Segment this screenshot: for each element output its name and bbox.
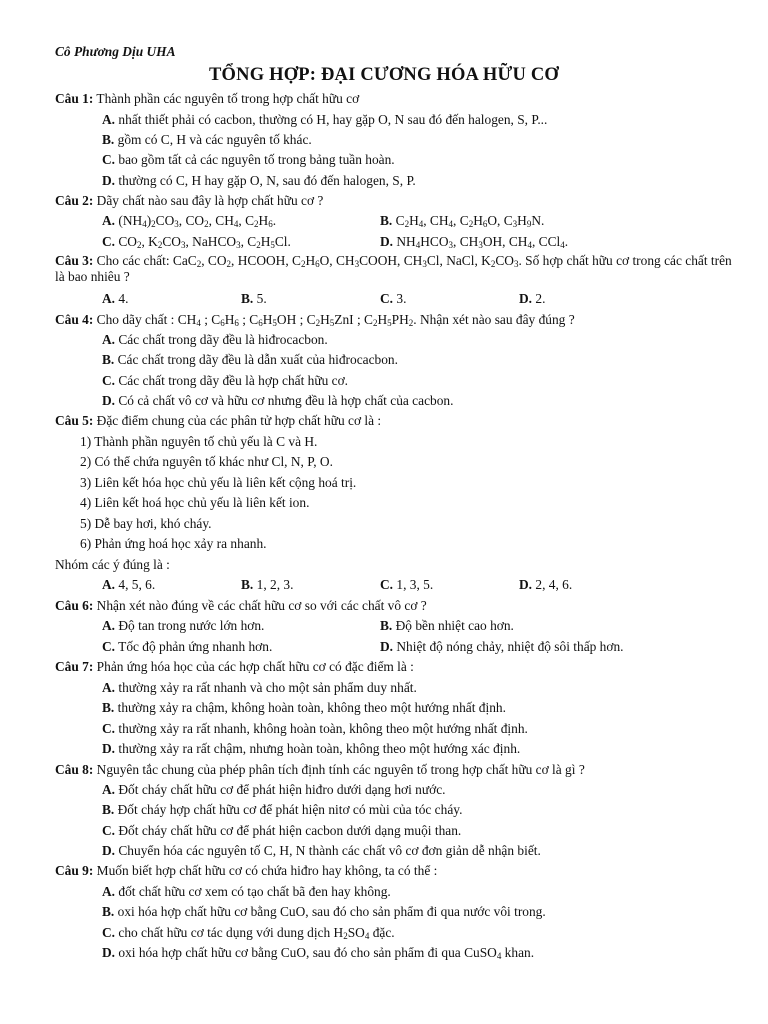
answer-2d xyxy=(380,235,568,248)
answer-1b xyxy=(102,133,312,146)
answer-3b xyxy=(241,292,267,305)
answer-3c xyxy=(380,292,406,305)
answer-7a xyxy=(102,681,417,694)
answer-4a xyxy=(102,333,328,346)
answer-5c xyxy=(380,578,433,591)
answer-3a xyxy=(102,292,128,305)
question-6 xyxy=(55,599,427,612)
statement-2: 2) Có thể chứa nguyên tố khác như Cl, N, P, O. xyxy=(80,454,333,469)
question-7 xyxy=(55,660,414,673)
answer-4c xyxy=(102,374,348,387)
answer-6a xyxy=(102,619,264,632)
answer-row xyxy=(0,640,768,656)
answer-1d xyxy=(102,174,416,187)
answer-text: Nhiệt độ nóng chảy, nhiệt độ sôi thấp hơn. xyxy=(393,639,624,654)
answer-text: $(NH_4)_2CO_3$, $CO_2$, $CH_4$, $C_2H_6$. xyxy=(115,213,277,229)
question-number: Câu 7: xyxy=(55,659,94,674)
answer-7c xyxy=(102,722,528,735)
answer-5a xyxy=(102,578,155,591)
statement-1: 1) Thành phần nguyên tố chủ yếu là C và H. xyxy=(80,434,318,449)
answer-2c xyxy=(102,235,291,248)
answer-letter: B. xyxy=(102,802,115,817)
answer-letter: B. xyxy=(102,132,115,147)
answer-text: thường có C, H hay gặp O, N, sau đó đến halogen, S, P. xyxy=(115,173,416,188)
answer-letter: C. xyxy=(102,373,116,388)
answer-letter: B. xyxy=(380,618,393,633)
answer-letter: D. xyxy=(102,173,116,188)
answer-text: $CO_2$, $K_2CO_3$, NaHCO$_3$, $C_2H_5Cl$. xyxy=(115,234,291,250)
answer-letter: C. xyxy=(102,152,116,167)
answer-letter: A. xyxy=(102,884,116,899)
answer-letter: C. xyxy=(380,577,394,592)
answer-letter: B. xyxy=(380,213,393,228)
answer-letter: D. xyxy=(102,945,116,960)
statement-3: 3) Liên kết hóa học chủ yếu là liên kết cộng hoá trị. xyxy=(80,475,357,490)
answer-7d xyxy=(102,742,520,755)
answer-9c xyxy=(102,926,395,939)
answer-letter: D. xyxy=(519,577,533,592)
question-2 xyxy=(55,194,323,207)
answer-9a xyxy=(102,885,391,898)
answer-letter: A. xyxy=(102,618,116,633)
question-text: Đặc điểm chung của các phân tử hợp chất hữu cơ là : xyxy=(93,413,382,428)
answer-letter: C. xyxy=(102,925,116,940)
answer-letter: A. xyxy=(102,680,116,695)
question-text: Nhận xét nào đúng về các chất hữu cơ so với các chất vô cơ ? xyxy=(93,598,427,613)
answer-text: 3. xyxy=(393,291,407,306)
answer-5d xyxy=(519,578,572,591)
answer-row xyxy=(0,214,768,230)
question-5 xyxy=(55,414,381,427)
question-text: Cho các chất: CaC$_2$, $CO_2$, HCOOH, $C_2H_6O$, $CH_3COOH$, $CH_3Cl$, NaCl, $K_2CO_3$. Số hợp chất hữu cơ trong các chất trên là bao nhiêu ? xyxy=(55,253,732,284)
answer-letter: D. xyxy=(102,393,116,408)
answer-text: Đốt cháy chất hữu cơ để phát hiện cacbon dưới dạng muội than. xyxy=(115,823,462,838)
question-number: Câu 1: xyxy=(55,91,94,106)
answer-text: Đốt cháy hợp chất hữu cơ để phát hiện nitơ có mùi của tóc cháy. xyxy=(114,802,463,817)
answer-2b xyxy=(380,214,544,227)
statement-5: 5) Dễ bay hơi, khó cháy. xyxy=(80,516,212,531)
question-9 xyxy=(55,864,437,877)
question-number: Câu 2: xyxy=(55,193,94,208)
answer-letter: A. xyxy=(102,213,116,228)
answer-1a xyxy=(102,113,547,126)
answer-text: 4, 5, 6. xyxy=(115,577,156,592)
answer-letter: B. xyxy=(102,352,115,367)
page-title: TỔNG HỢP: ĐẠI CƯƠNG HÓA HỮU CƠ xyxy=(209,65,559,85)
author-name: Cô Phương Dịu UHA xyxy=(55,44,176,59)
answer-text: Các chất trong dãy đều là hiđrocacbon. xyxy=(115,332,328,347)
answer-letter: B. xyxy=(102,904,115,919)
answer-letter: C. xyxy=(102,823,116,838)
question-text: Thành phần các nguyên tố trong hợp chất hữu cơ xyxy=(93,91,360,106)
answer-letter: D. xyxy=(519,291,533,306)
answer-letter: A. xyxy=(102,291,116,306)
answer-text: thường xảy ra rất chậm, nhưng hoàn toàn, không theo một hướng xác định. xyxy=(115,741,521,756)
question-number: Câu 5: xyxy=(55,413,94,428)
answer-6c xyxy=(102,640,272,653)
answer-letter: B. xyxy=(241,291,254,306)
answer-text: Độ tan trong nước lớn hơn. xyxy=(115,618,265,633)
answer-text: $NH_4HCO_3$, $CH_3OH$, $CH_4$, CCl$_4$. xyxy=(393,234,569,250)
answer-6d xyxy=(380,640,624,653)
answer-text: Chuyển hóa các nguyên tố C, H, N thành các chất vô cơ đơn giản dễ nhận biết. xyxy=(115,843,541,858)
answer-letter: C. xyxy=(102,234,116,249)
answer-text: nhất thiết phải có cacbon, thường có H, hay gặp O, N sau đó đến halogen, S, P... xyxy=(115,112,548,127)
answer-text: gồm có C, H và các nguyên tố khác. xyxy=(114,132,312,147)
answer-letter: A. xyxy=(102,112,116,127)
group-label: Nhóm các ý đúng là : xyxy=(55,557,170,572)
question-text: Nguyên tắc chung của phép phân tích định tính các nguyên tố trong hợp chất hữu cơ là gì ? xyxy=(93,762,585,777)
question-number: Câu 6: xyxy=(55,598,94,613)
question-3 xyxy=(55,253,735,285)
answer-4d xyxy=(102,394,453,407)
question-number: Câu 3: xyxy=(55,253,94,268)
answer-text: cho chất hữu cơ tác dụng với dung dịch $H_2SO_4$ đặc. xyxy=(115,925,395,941)
answer-letter: D. xyxy=(380,234,394,249)
answer-text: 2, 4, 6. xyxy=(532,577,573,592)
answer-row xyxy=(0,619,768,635)
answer-letter: B. xyxy=(241,577,254,592)
answer-text: Đốt cháy chất hữu cơ để phát hiện hiđro dưới dạng hơi nước. xyxy=(115,782,446,797)
answer-7b xyxy=(102,701,506,714)
question-number: Câu 4: xyxy=(55,312,94,327)
answer-text: Các chất trong dãy đều là hợp chất hữu cơ. xyxy=(115,373,349,388)
answer-letter: A. xyxy=(102,577,116,592)
answer-text: Tốc độ phản ứng nhanh hơn. xyxy=(115,639,273,654)
question-text: Phản ứng hóa học của các hợp chất hữu cơ có đặc điểm là : xyxy=(93,659,414,674)
answer-8d xyxy=(102,844,541,857)
answer-text: thường xảy ra rất nhanh và cho một sản phẩm duy nhất. xyxy=(115,680,417,695)
answer-letter: B. xyxy=(102,700,115,715)
answer-1c xyxy=(102,153,395,166)
question-text: Cho dãy chất : $CH_4$ ; $C_6H_6$ ; $C_6H_5OH$ ; $C_2H_5ZnI$ ; $C_2H_5PH_2$. Nhận xét nào sau đây đúng ? xyxy=(93,312,575,328)
answer-9b xyxy=(102,905,546,918)
answer-letter: C. xyxy=(102,721,116,736)
answer-letter: D. xyxy=(102,843,116,858)
answer-8c xyxy=(102,824,461,837)
answer-text: oxi hóa hợp chất hữu cơ bằng CuO, sau đó cho sản phẩm đi qua nước vôi trong. xyxy=(114,904,546,919)
answer-letter: A. xyxy=(102,782,116,797)
answer-row xyxy=(0,235,768,251)
answer-text: oxi hóa hợp chất hữu cơ bằng CuO, sau đó cho sản phẩm đi qua CuSO$_4$ khan. xyxy=(115,945,535,961)
statement-4: 4) Liên kết hoá học chủ yếu là liên kết ion. xyxy=(80,495,310,510)
answer-3d xyxy=(519,292,545,305)
answer-text: 4. xyxy=(115,291,129,306)
question-8 xyxy=(55,763,585,776)
answer-9d xyxy=(102,946,534,959)
answer-row xyxy=(0,292,768,308)
answer-letter: D. xyxy=(102,741,116,756)
answer-letter: A. xyxy=(102,332,116,347)
question-text: Muốn biết hợp chất hữu cơ có chứa hiđro hay không, ta có thể : xyxy=(93,863,438,878)
answer-6b xyxy=(380,619,514,632)
statement-6: 6) Phản ứng hoá học xảy ra nhanh. xyxy=(80,536,267,551)
answer-text: thường xảy ra chậm, không hoàn toàn, không theo một hướng nhất định. xyxy=(114,700,506,715)
answer-text: $C_2H_4$, $CH_4$, $C_2H_6O$, $C_3H_9N$. xyxy=(392,213,545,229)
answer-text: Các chất trong dãy đều là dẫn xuất của hiđrocacbon. xyxy=(114,352,398,367)
question-number: Câu 8: xyxy=(55,762,94,777)
answer-row xyxy=(0,578,768,594)
answer-letter: C. xyxy=(102,639,116,654)
answer-5b xyxy=(241,578,293,591)
answer-text: 2. xyxy=(532,291,546,306)
answer-text: bao gồm tất cả các nguyên tố trong bảng tuần hoàn. xyxy=(115,152,395,167)
answer-8a xyxy=(102,783,446,796)
answer-text: 1, 2, 3. xyxy=(253,577,294,592)
question-number: Câu 9: xyxy=(55,863,94,878)
answer-text: thường xảy ra rất nhanh, không hoàn toàn, không theo một hướng nhất định. xyxy=(115,721,528,736)
answer-text: Có cả chất vô cơ và hữu cơ nhưng đều là hợp chất của cacbon. xyxy=(115,393,454,408)
answer-letter: C. xyxy=(380,291,394,306)
question-1 xyxy=(55,92,359,105)
answer-text: 5. xyxy=(253,291,267,306)
answer-8b xyxy=(102,803,462,816)
answer-letter: D. xyxy=(380,639,394,654)
answer-4b xyxy=(102,353,398,366)
question-text: Dãy chất nào sau đây là hợp chất hữu cơ ? xyxy=(93,193,324,208)
answer-text: Độ bền nhiệt cao hơn. xyxy=(392,618,514,633)
answer-text: 1, 3, 5. xyxy=(393,577,434,592)
answer-2a xyxy=(102,214,276,227)
question-4 xyxy=(55,313,575,326)
answer-text: đốt chất hữu cơ xem có tạo chất bã đen hay không. xyxy=(115,884,391,899)
